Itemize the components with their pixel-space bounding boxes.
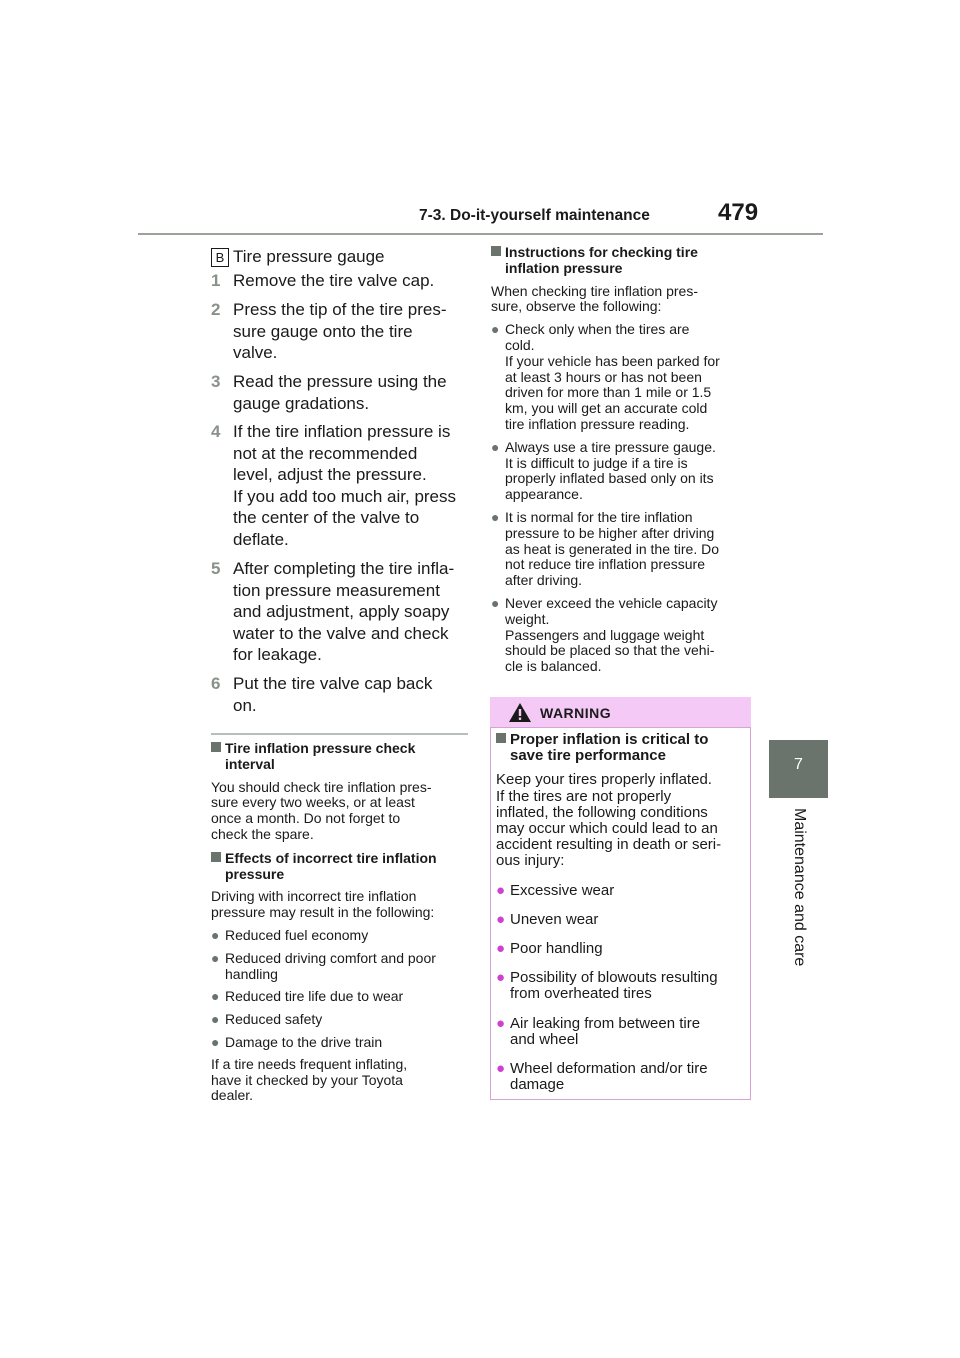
warning-title: WARNING (540, 705, 612, 721)
check-interval-body: You should check tire inflation pres- sure every two weeks, or at least once a month. Do not forget to check the spare. (211, 778, 432, 842)
section-divider (211, 733, 468, 735)
instructions-body: When checking tire inflation pres- sure, observe the following: (491, 282, 698, 315)
incorrect-pressure-body: Driving with incorrect tire inflation pressure may result in the following: (211, 888, 435, 921)
list-item: ● Poor handling (496, 940, 603, 958)
instructions-heading: Instructions for checking tire inflation pressure (491, 245, 753, 277)
bullet-dot-icon: ● (211, 1011, 220, 1028)
check-interval-heading: Tire inflation pressure check interval (211, 741, 473, 773)
bullet-dot-icon: ● (211, 988, 220, 1005)
list-item: ● Reduced safety (211, 1011, 323, 1028)
list-item: ● It is normal for the tire inflation pressure to be higher after driving as heat is generated in the tire. Do not reduce tire inflation pressure after driving. (491, 508, 720, 589)
bullet-dot-icon: ● (491, 321, 500, 338)
bullet-dot-icon: ● (491, 438, 500, 455)
list-item: ● Check only when the tires are cold. If your vehicle has been parked for at least 3 hours or has not been driven for more than 1 mile or 1.5 km, you will get an accurate cold tire inflation pressure reading. (491, 321, 720, 432)
incorrect-pressure-footer: If a tire needs frequent inflating, have it checked by your Toyota dealer. (211, 1055, 408, 1104)
bullet-dot-icon: ● (496, 910, 506, 928)
section-title: 7-3. Do-it-yourself maintenance (419, 207, 650, 224)
header-divider (138, 233, 823, 235)
instructions-section (491, 245, 753, 675)
warning-body: Keep your tires properly inflated. If the tires are not properly inflated, the following conditions may occur which could lead to an accident resulting in death or seri- ous injury: (496, 771, 722, 870)
bullet-dot-icon: ● (491, 594, 500, 611)
bullet-dot-icon: ● (491, 508, 500, 525)
bullet-dot-icon: ● (211, 949, 220, 966)
warning-content (496, 732, 746, 1093)
list-item: ● Uneven wear (496, 910, 599, 928)
chapter-label: Maintenance and care (791, 808, 808, 967)
list-item: ● Wheel deformation and/or tire damage (496, 1060, 708, 1094)
bullet-dot-icon: ● (211, 1033, 220, 1050)
square-bullet-icon (211, 852, 221, 862)
square-bullet-icon (211, 742, 221, 752)
incorrect-pressure-heading: Effects of incorrect tire inflation pressure (211, 851, 473, 883)
bullet-dot-icon: ● (496, 1060, 506, 1078)
list-item: ● Never exceed the vehicle capacity weight. Passengers and luggage weight should be placed so that the vehi- cle is balanced. (491, 594, 718, 675)
square-bullet-icon (496, 733, 506, 743)
bullet-dot-icon: ● (496, 940, 506, 958)
page-number: 479 (718, 199, 759, 226)
list-item: ● Reduced tire life due to wear (211, 988, 404, 1005)
warning-triangle-icon (508, 702, 532, 723)
list-item: ● Damage to the drive train (211, 1033, 383, 1050)
list-item: ● Reduced fuel economy (211, 926, 369, 943)
bullet-dot-icon: ● (496, 1014, 506, 1032)
bullet-dot-icon: ● (496, 881, 506, 899)
bullet-dot-icon: ● (211, 926, 220, 943)
chapter-number: 7 (794, 756, 803, 773)
callout-tag-b: B (211, 248, 229, 267)
list-item: ● Reduced driving comfort and poor handling (211, 949, 436, 982)
warning-heading: Proper inflation is critical to save tire performance (496, 732, 746, 764)
list-item: ● Excessive wear (496, 881, 615, 899)
square-bullet-icon (491, 246, 501, 256)
list-item: ● Always use a tire pressure gauge. It is difficult to judge if a tire is properly inflated based only on its appearance. (491, 438, 716, 503)
bullet-dot-icon: ● (496, 969, 506, 987)
list-item: ● Air leaking from between tire and wheel (496, 1014, 701, 1048)
check-interval-section (211, 741, 473, 1104)
list-item: ● Possibility of blowouts resulting from overheated tires (496, 969, 718, 1003)
